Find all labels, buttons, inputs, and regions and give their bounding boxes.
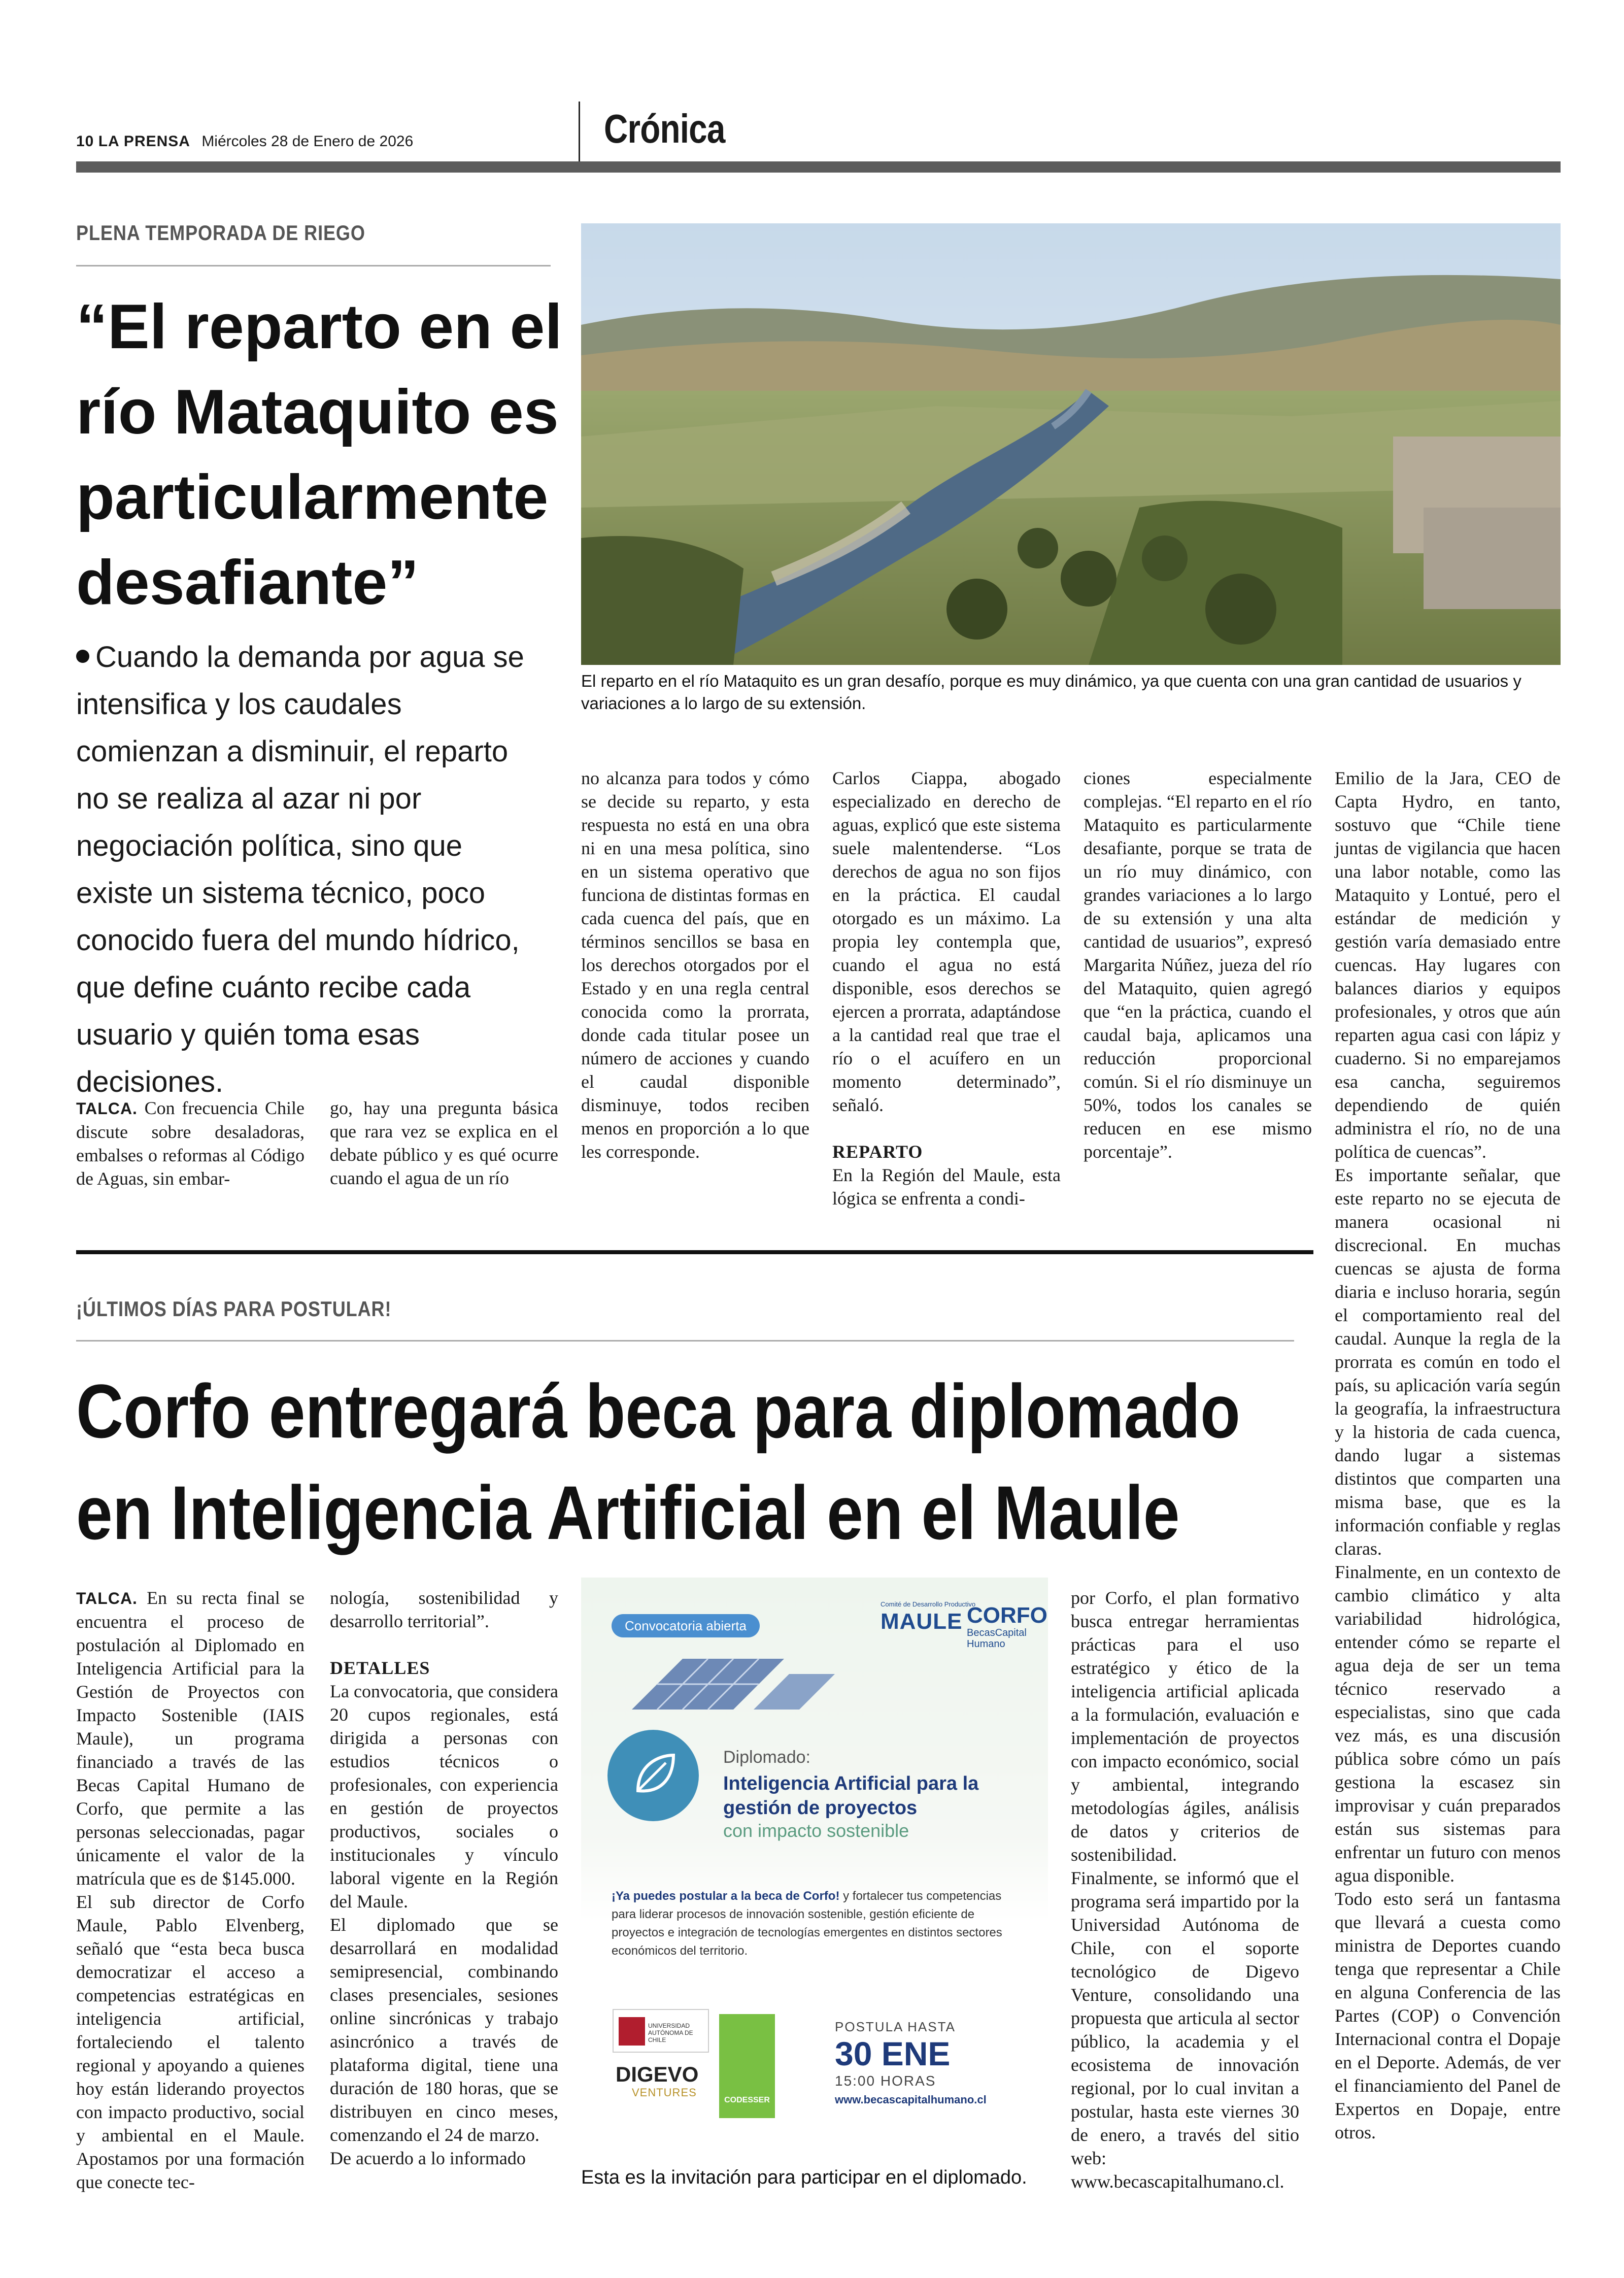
- article1-lead-text: Cuando la demanda por agua se intensifica y los caudales comienzan a disminuir, el reparto no se realiza al azar ni por negociación política, sino que existe un sistema técnico, poco conocido fuera del mundo hídrico, que define cuánto recibe cada usuario y quién toma esas decisiones.: [76, 641, 524, 1098]
- promo-body-text: y fortalecer tus competencias para liderar procesos de innovación sostenible, gestión eficiente de proyectos e integración de tecnologías emergentes en distintos sectores económicos del territorio.: [612, 1889, 1002, 1958]
- article1-col4-text-b: En la Región del Maule, esta lógica se enfrenta a condi-: [832, 1165, 1061, 1209]
- promo-maule-logo: MAULE: [881, 1609, 963, 1634]
- article2-column-1: [76, 1586, 304, 2194]
- codesser-logo: [719, 2014, 775, 2118]
- university-seal-icon: [619, 2017, 645, 2046]
- digevo-logo: DIGEVO: [616, 2062, 699, 2086]
- promo-badge: Convocatoria abierta: [612, 1614, 760, 1637]
- river-landscape-image: [581, 223, 1561, 665]
- article2-col2-text-c: El diplomado que se desarrollará en modalidad semipresencial, combinando clases presenciales, sesiones online sincrónicas y trabajo asincrónico a través de plataforma digital, tiene una duración de 180 horas, que se distribuyen en cinco meses, comenzando el 24 de marzo.: [330, 1915, 558, 2145]
- article2-col1-text-b: El sub director de Corfo Maule, Pablo Elvenberg, señaló que “esta beca busca democratizar el acceso a competencias estratégicas en inteligencia artificial, fortaleciendo el talento regional y apoyando a quienes hoy están liderando proyectos con impacto productivo, social y ambiental en el Maule. Apostamos por una formación que conecte tec-: [76, 1892, 304, 2192]
- article1-col6-text-c: Finalmente, en un contexto de cambio climático y alta variabilidad hidrológica, entender cómo se reparte el agua deja de ser un tema técnico reservado a especialistas, sino que cada vez más, es una discusión pública sobre cómo un país gestiona la escasez sin improvisar y cuán preparados están sus sistemas para enfrentar un futuro con menos agua disponible.: [1335, 1562, 1561, 1886]
- article-separator: [76, 1250, 1313, 1254]
- article2-col2-text-a: nología, sostenibilidad y desarrollo territorial”.: [330, 1588, 558, 1631]
- diplomado-promo-image: [581, 1578, 1048, 2151]
- article1-col3-text: no alcanza para todos y cómo se decide su reparto, y esta respuesta no está en una obra ni en una mesa política, sino en un sistema operativo que funciona de distintas formas en cada cuenca del país, que en términos sencillos se basa en los derechos otorgados por el Estado y en una regla central conocida como la prorrata, donde cada titular posee un número de acciones y cuando el caudal disponible disminuye, todos reciben menos en proporción a lo que les corresponde.: [581, 768, 809, 1162]
- article1-column-1: [76, 1096, 304, 1190]
- article1-col1-text: Con frecuencia Chile discute sobre desaladoras, embalses o reformas al Código de Aguas, sin embar-: [76, 1098, 304, 1189]
- article1-column-6: [1335, 766, 1561, 2144]
- article1-col6-text-b: Es importante señalar, que este reparto no se ejecuta de manera ocasional ni discrecional. En muchas cuencas se ajusta de forma diaria e incluso horaria, según el comportamiento real del caudal. Aunque la regla de la prorrata es común en todo el país, su aplicación varía según la geografía, la infraestructura y la historia de cada cuenca, dando lugar a sistemas distintos que comparten una misma base, que es la información confiable y reglas claras.: [1335, 1165, 1561, 1559]
- article1-dateline: TALCA.: [76, 1099, 138, 1118]
- article1-lead: [76, 633, 543, 1106]
- river-photo: [581, 223, 1561, 665]
- article1-headline: “El reparto en el río Mataquito es particularmente desafiante”: [76, 292, 562, 618]
- promo-program-name: Inteligencia Artificial para la gestión de proyectos: [723, 1773, 979, 1819]
- article1-column-3: [581, 766, 809, 1163]
- leaf-icon: [607, 1730, 699, 1821]
- promo-deadline-time: 15:00 HORAS: [835, 2073, 936, 2089]
- article2-col4-text-a: por Corfo, el plan formativo busca entregar herramientas prácticas para el uso estratégico y ético de la inteligencia artificial aplicada a la formulación, evaluación e implementación de proyectos con impacto económico, social y ambiental, integrando metodologías ágiles, análisis de datos y criterios de sostenibilidad.: [1071, 1588, 1299, 1865]
- article1-col5-text: ciones especialmente complejas. “El reparto en el río Mataquito es particularmente desafiante, porque se trata de un río muy dinámico, con grandes variaciones a lo largo de su extensión y una alta cantidad de usuarios”, expresó Margarita Núñez, jueza del río del Mataquito, quien agregó que “en la práctica, cuando el caudal baja, aplicamos una reducción proporcional común. Si el río disminuye un 50%, todos los canales se reducen en ese mismo porcentaje”.: [1084, 768, 1312, 1162]
- promo-caption: Esta es la invitación para participar en el diplomado.: [581, 2167, 1027, 2188]
- article1-column-2: [330, 1096, 558, 1190]
- kicker-rule-2: [76, 1340, 1294, 1342]
- solar-panel-icon: [622, 1649, 835, 1715]
- section-name: Crónica: [604, 106, 725, 151]
- page-header-info: [76, 133, 413, 150]
- article1-col4-text: Carlos Ciappa, abogado especializado en derecho de aguas, explicó que este sistema suele malentenderse. “Los derechos de agua no son fijos en la práctica. El caudal otorgado es un máximo. La propia ley contempla que, cuando el agua no está disponible, esos derechos se ejercen a prorrata, adaptándose a la cantidad real que trae el río o el acuífero en un momento determinado”, señaló.: [832, 768, 1061, 1115]
- article1-col2-text: go, hay una pregunta básica que rara vez se explica en el debate público y es qué ocurre cuando el agua de un río: [330, 1098, 558, 1188]
- promo-corfo-logo: CORFO: [967, 1603, 1047, 1628]
- header-divider: [579, 102, 580, 162]
- codesser-logo-text: CODESSER: [724, 2096, 770, 2104]
- article2-dateline: TALCA.: [76, 1589, 138, 1607]
- article1-column-5: [1084, 766, 1312, 1163]
- promo-impact-label: con impacto sostenible: [723, 1820, 909, 1841]
- kicker-rule: [76, 265, 551, 266]
- photo-caption: El reparto en el río Mataquito es un gran desafío, porque es muy dinámico, ya que cuenta con una gran cantidad de usuarios y variaciones a lo largo de su extensión.: [581, 672, 1521, 713]
- article2-headline-line2: en Inteligencia Artificial en el Maule: [76, 1470, 1180, 1555]
- article2-column-4: [1071, 1586, 1299, 2193]
- promo-body-bold: ¡Ya puedes postular a la beca de Corfo!: [612, 1889, 840, 1903]
- article2-col4-text-b: Finalmente, se informó que el programa será impartido por la Universidad Autónoma de Chile, con el soporte tecnológico de Digevo Venture, consolidando una propuesta que articula al sector público, la academia y el ecosistema de innovación regional, por lo cual invitan a postular, hasta este viernes 30 de enero, a través del sitio web: www.becascapitalhumano.cl.: [1071, 1868, 1299, 2192]
- issue-date: Miércoles 28 de Enero de 2026: [201, 133, 414, 150]
- bullet-icon: [76, 650, 89, 663]
- promo-diplomado-label: Diplomado:: [723, 1748, 810, 1767]
- publication-name: LA PRENSA: [98, 133, 190, 150]
- article2-col2-text-d: De acuerdo a lo informado: [330, 2148, 526, 2168]
- ventures-label: VENTURES: [632, 2086, 697, 2099]
- article2-headline-line1: Corfo entregará beca para diplomado: [76, 1368, 1240, 1454]
- promo-maule-small: Comité de Desarrollo Productivo: [881, 1600, 976, 1608]
- article2-col1-text-a: En su recta final se encuentra el proceso de postulación al Diplomado en Inteligencia Artificial para la Gestión de Proyectos con Impacto Sostenible (IAIS Maule), un programa financiado a través de las Becas Capital Humano de Corfo, que permite a las personas seleccionadas, pagar únicamente el valor de la matrícula que es de $145.000.: [76, 1588, 304, 1889]
- article1-col6-text-d: Todo esto será un fantasma que llevará a cuesta como ministra de Deportes cuando tenga que representar a Chile en alguna Conferencia de las Partes (COP) o Convención Internacional contra el Dopaje en el Deporte. Además, de ver el financiamiento del Panel de Expertos en Dopaje, entre otros.: [1335, 1889, 1561, 2142]
- article2-col2-text-b: La convocatoria, que considera 20 cupos regionales, está dirigida a personas con estudios técnicos o profesionales, con experiencia en gestión de proyectos productivos, sociales o institucionales y vínculo laboral vigente en la Región del Maule.: [330, 1681, 558, 1912]
- promo-postula-label: POSTULA HASTA: [835, 2019, 956, 2034]
- article1-subheading: REPARTO: [832, 1142, 923, 1162]
- promo-deadline-date: 30 ENE: [835, 2035, 951, 2072]
- article2-headline: [76, 1360, 1240, 1563]
- article1-col6-text-a: Emilio de la Jara, CEO de Capta Hydro, en tanto, sostuvo que “Chile tiene juntas de vigilancia que hacen una labor notable, como las Mataquito y Lontué, pero el estándar de medición y gestión varía demasiado entre cuencas. Hay lugares con balances diarios y equipos profesionales, y otros que aún reparten agua casi con lápiz y cuaderno. Si no emparejamos esa cancha, seguiremos dependiendo de quién administra el río, no de una política de cuencas”.: [1335, 768, 1561, 1162]
- promo-becas-logo: BecasCapital Humano: [967, 1627, 1027, 1650]
- article2-subheading: DETALLES: [330, 1658, 430, 1678]
- article1-column-4: [832, 766, 1061, 1210]
- article1-kicker: PLENA TEMPORADA DE RIEGO: [76, 221, 365, 245]
- university-logo: [613, 2009, 709, 2053]
- promo-body: [612, 1887, 1023, 1960]
- leaf-circle-icon: [607, 1730, 699, 1821]
- university-logo-text: UNIVERSIDAD AUTÓNOMA DE CHILE: [648, 2022, 693, 2044]
- header-bar: [76, 161, 1561, 173]
- article2-column-2: [330, 1586, 558, 2170]
- promo-url: www.becascapitalhumano.cl: [835, 2093, 987, 2106]
- page-number: 10: [76, 133, 94, 150]
- article2-kicker: ¡ÚLTIMOS DÍAS PARA POSTULAR!: [76, 1297, 392, 1321]
